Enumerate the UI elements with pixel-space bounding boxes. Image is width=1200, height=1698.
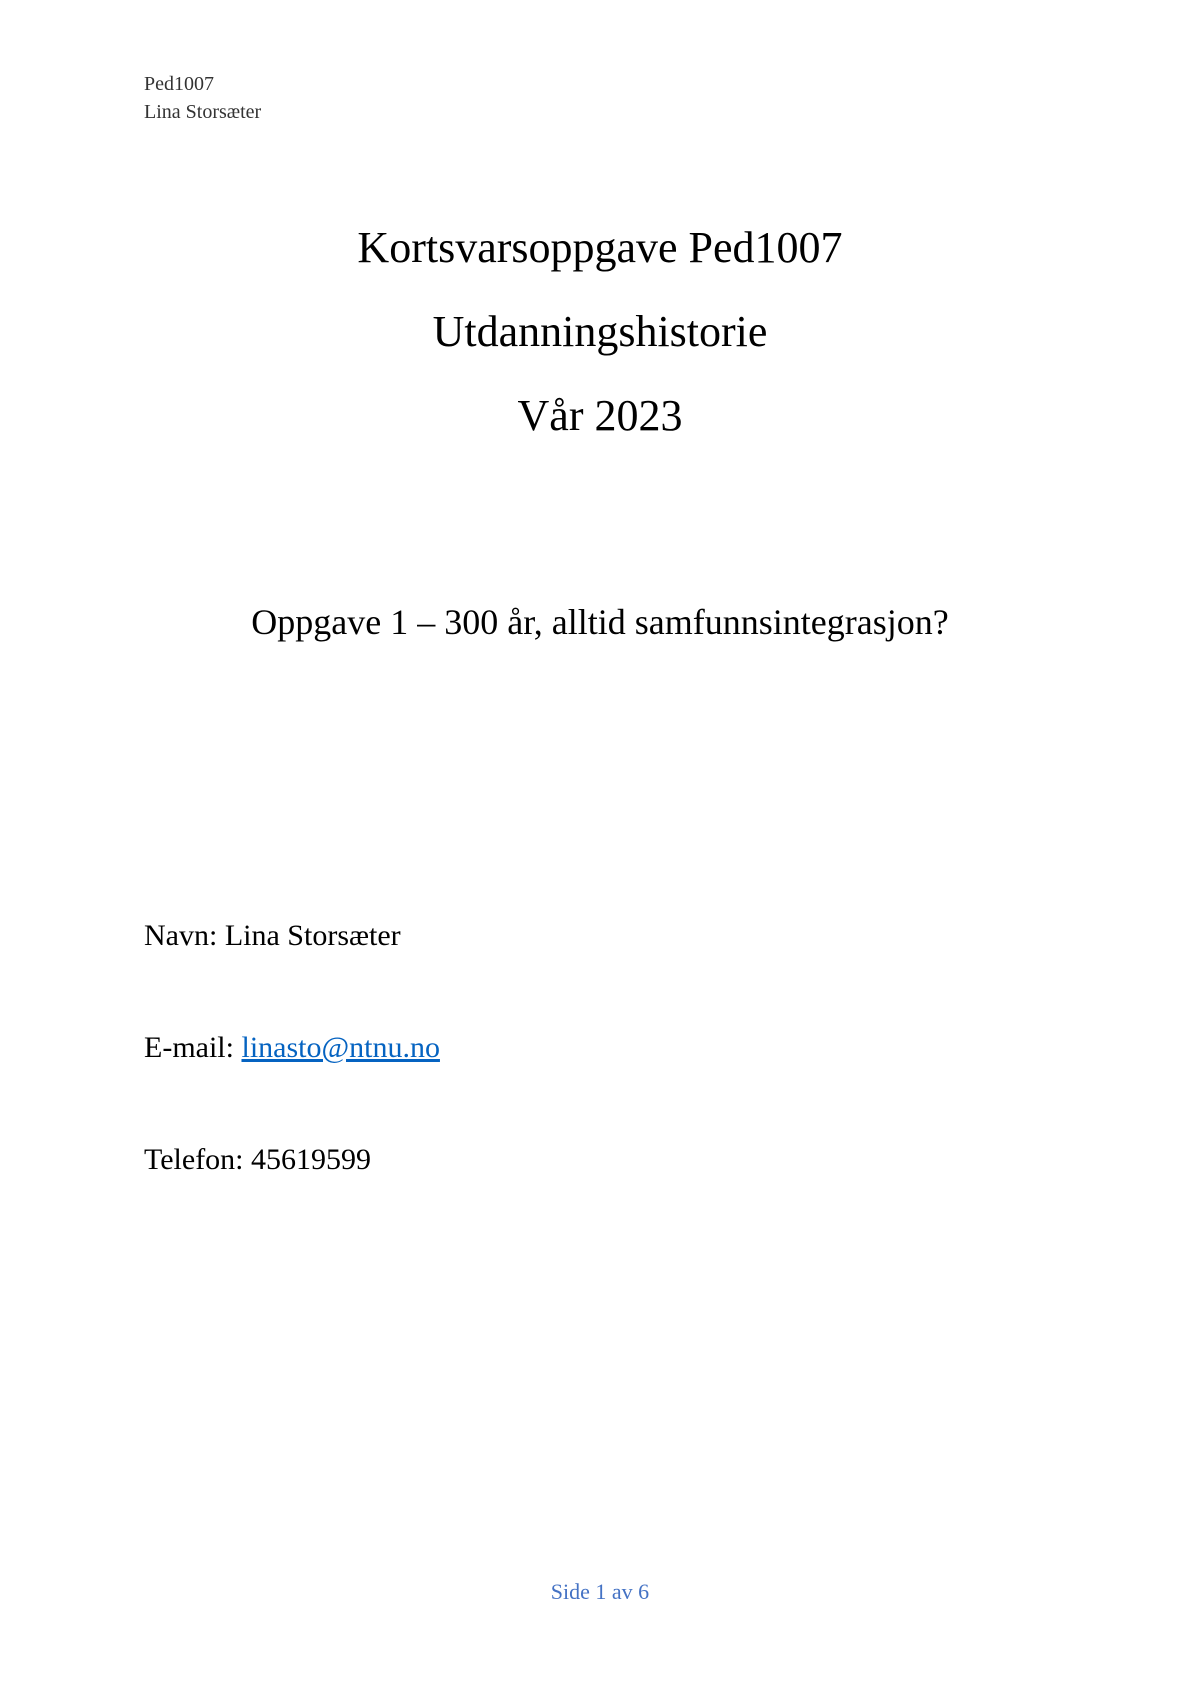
email-line bbox=[144, 1030, 440, 1066]
assignment-heading: Oppgave 1 – 300 år, alltid samfunnsintegrasjon? bbox=[251, 602, 949, 642]
name-line bbox=[144, 918, 401, 954]
title-line-1: Kortsvarsoppgave Ped1007 bbox=[357, 223, 843, 272]
name-value: Lina Storsæter bbox=[224, 919, 401, 952]
header-course-code: Ped1007 bbox=[144, 73, 214, 95]
phone-value: 45619599 bbox=[251, 1143, 372, 1176]
email-label: E-mail: bbox=[144, 1031, 234, 1064]
email-link[interactable]: linasto@ntnu.no bbox=[241, 1031, 440, 1064]
header-author: Lina Storsæter bbox=[144, 101, 262, 123]
phone-line bbox=[144, 1142, 371, 1178]
page-indicator: Side 1 av 6 bbox=[550, 1579, 650, 1604]
title-line-3: Vår 2023 bbox=[517, 391, 683, 440]
title-line-2: Utdanningshistorie bbox=[432, 307, 768, 356]
name-label: Navn: bbox=[144, 919, 218, 952]
phone-label: Telefon: bbox=[144, 1143, 244, 1176]
